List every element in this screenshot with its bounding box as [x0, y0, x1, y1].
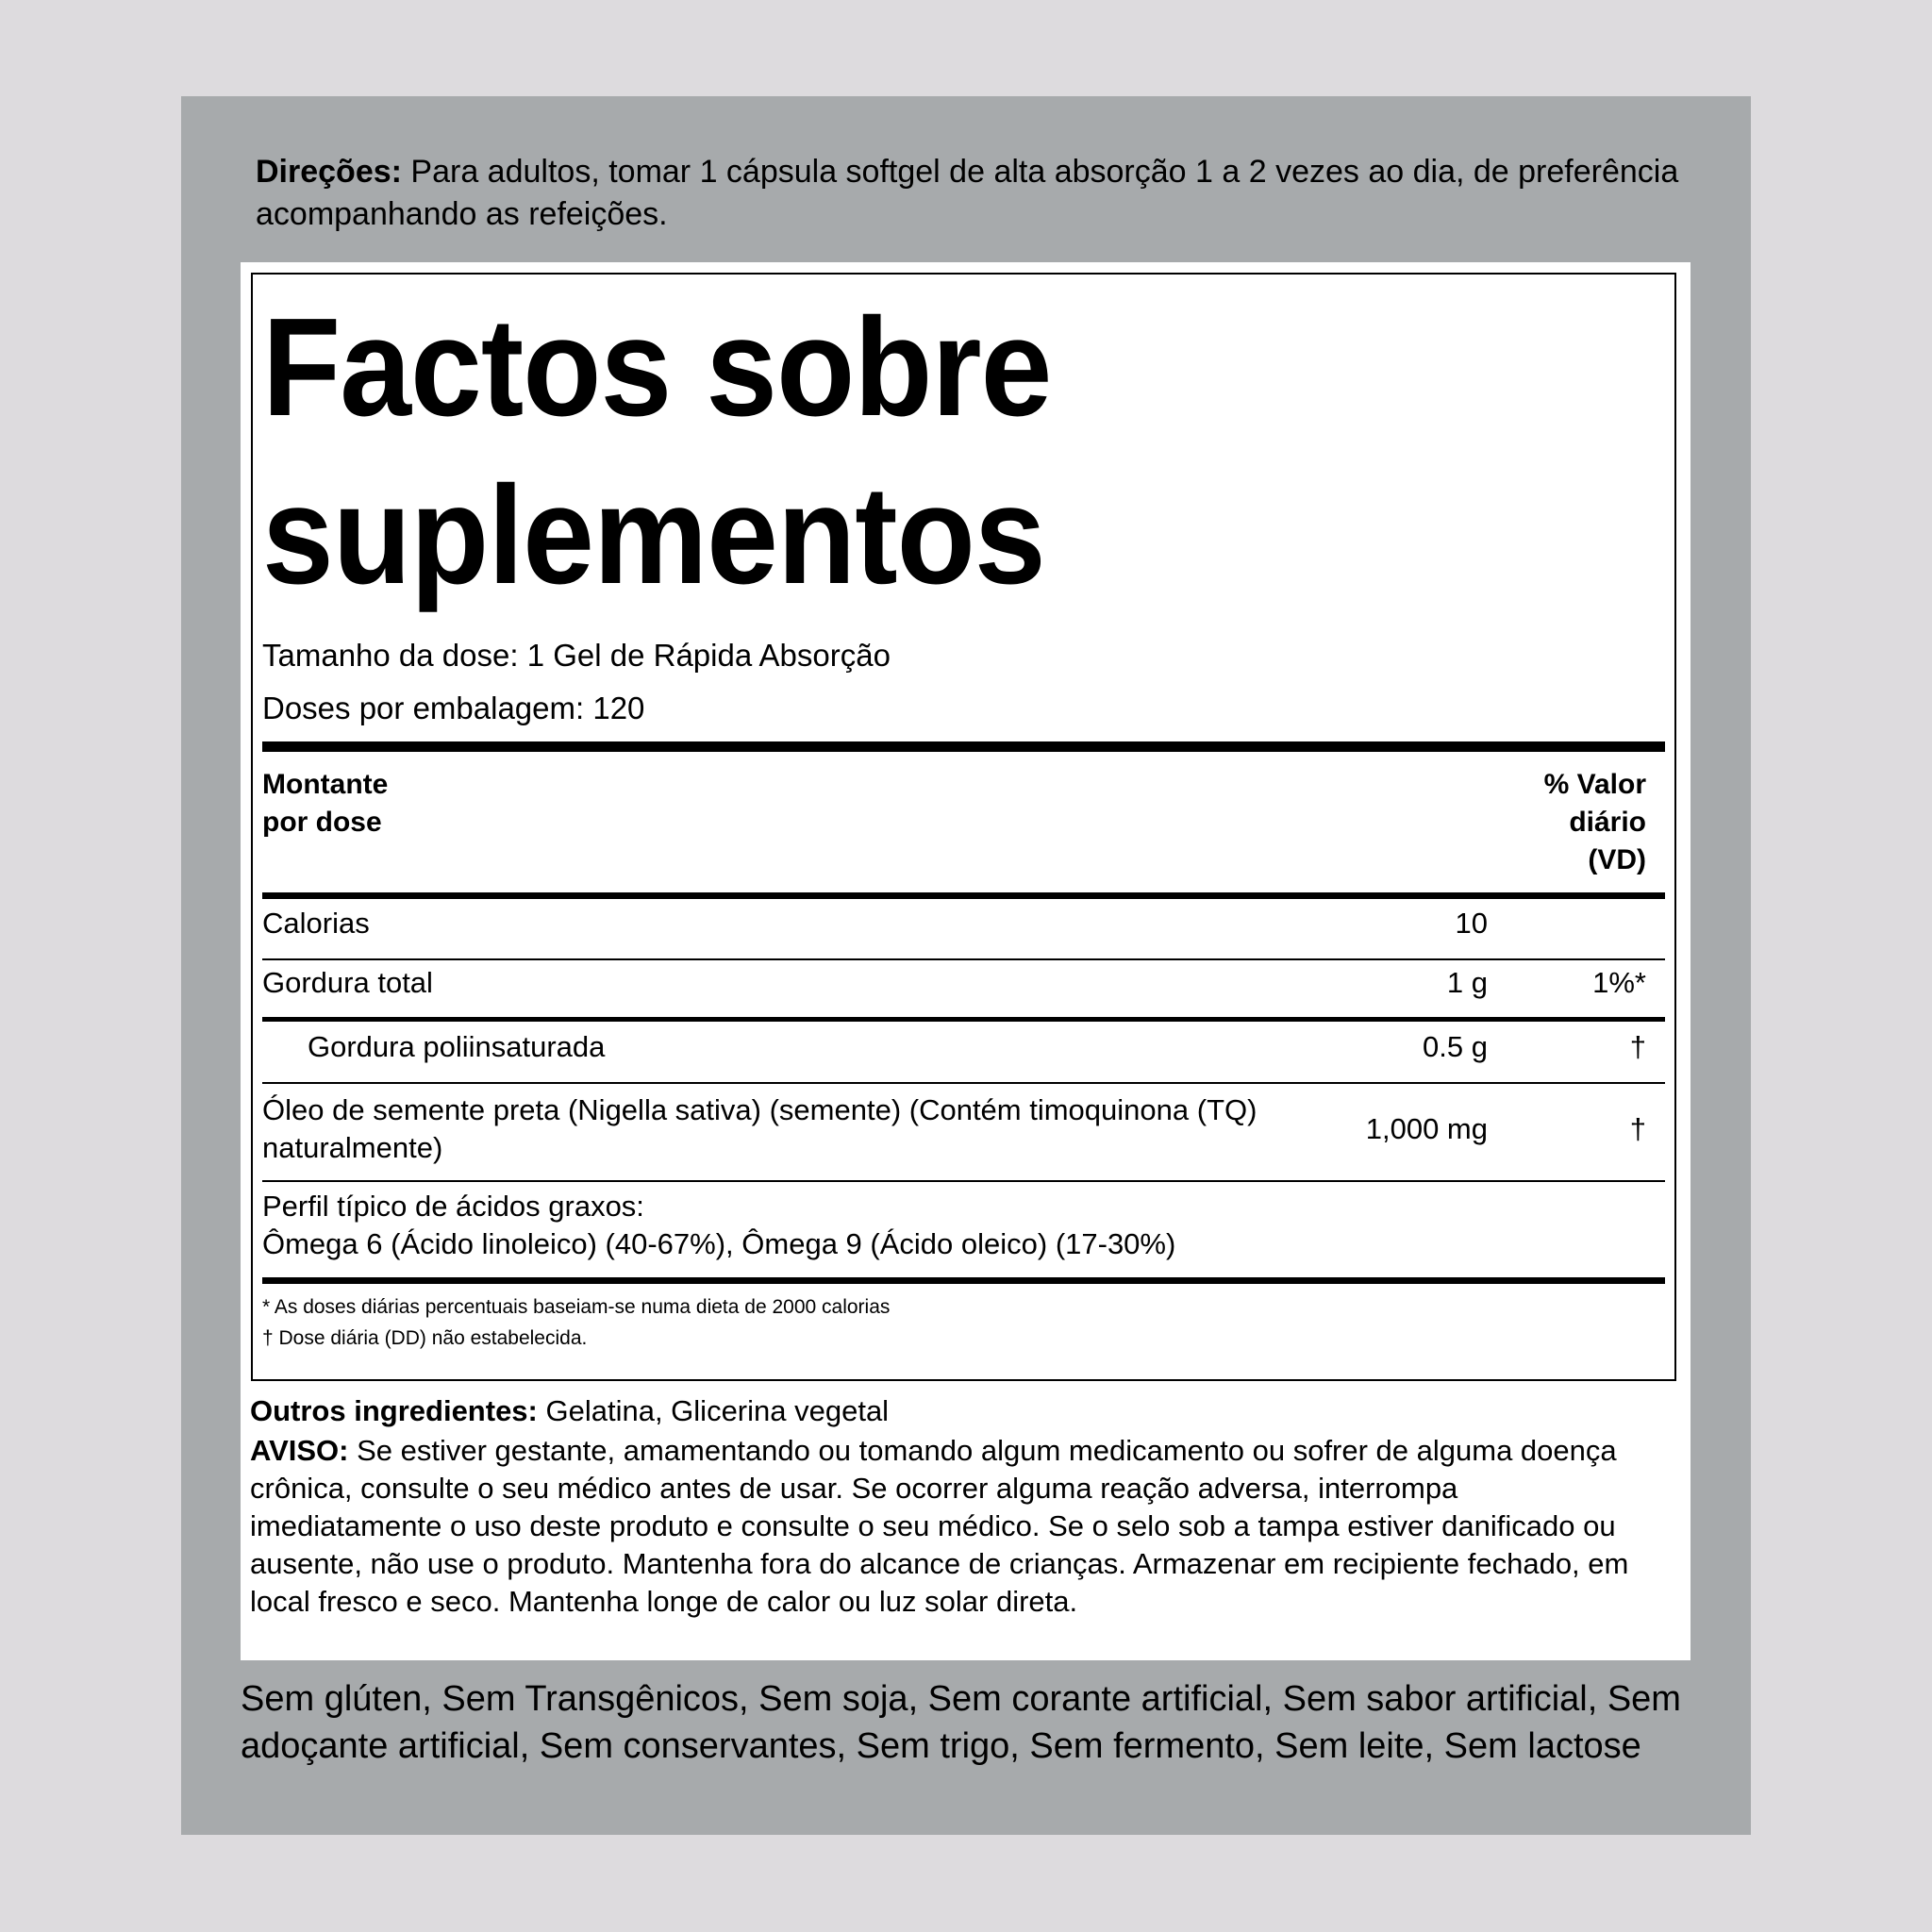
nutrient-row-black-seed-oil: [262, 1091, 1665, 1167]
nutrient-amount: 1,000 mg: [1365, 1112, 1488, 1145]
warning-text: [250, 1432, 1656, 1621]
other-ingredients: [250, 1392, 889, 1430]
facts-title: Factos sobre suplementos: [262, 290, 1052, 613]
nutrient-label: Calorias: [262, 907, 370, 940]
nutrient-dv: †: [1629, 1030, 1646, 1063]
footnote-daily-values: * As doses diárias percentuais baseiam-se numa dieta de 2000 calorias: [262, 1296, 891, 1318]
nutrient-dv: †: [1629, 1112, 1646, 1145]
directions-text: [256, 151, 1708, 236]
thin-divider: [262, 1082, 1665, 1084]
nutrient-amount: 0.5 g: [1423, 1030, 1488, 1063]
medium-divider: [262, 892, 1665, 899]
thin-divider: [262, 1180, 1665, 1182]
amount-per-serving-header: Montante por dose: [262, 769, 389, 838]
footnote-dagger: † Dose diária (DD) não estabelecida.: [262, 1327, 588, 1349]
thin-divider: [262, 958, 1665, 960]
directions-body: Para adultos, tomar 1 cápsula softgel de alta absorção 1 a 2 vezes ao dia, de preferência acompanhando as refeições.: [256, 154, 1679, 232]
free-from-claims: Sem glúten, Sem Transgênicos, Sem soja, Sem corante artificial, Sem sabor artificial, Sem adoçante artificial, Sem conservantes, Sem trigo, Sem fermento, Sem leite, Sem lactose: [241, 1679, 1681, 1766]
nutrient-dv: 1%*: [1592, 966, 1646, 999]
nutrient-label-line2: naturalmente): [262, 1131, 443, 1164]
fatty-acid-profile-values: Ômega 6 (Ácido linoleico) (40-67%), Ômega 9 (Ácido oleico) (17-30%): [262, 1227, 1176, 1260]
daily-value-header: % Valor diário (VD): [1543, 769, 1646, 875]
nutrient-amount: 10: [1455, 907, 1488, 940]
supplement-facts-box: [251, 273, 1676, 1381]
label-panel: [181, 96, 1751, 1835]
warning-label: AVISO:: [250, 1434, 349, 1467]
nutrient-label: Gordura total: [262, 966, 433, 999]
nutrient-amount: 1 g: [1446, 966, 1488, 999]
nutrient-label: Gordura poliinsaturada: [308, 1030, 606, 1063]
servings-per-container: Doses por embalagem: 120: [262, 691, 645, 725]
thick-divider: [262, 741, 1665, 752]
label-white-box: [241, 262, 1690, 1660]
other-ingredients-label: Outros ingredientes:: [250, 1394, 538, 1427]
other-ingredients-text: Gelatina, Glicerina vegetal: [537, 1394, 890, 1427]
directions-label: Direções:: [256, 154, 402, 190]
serving-size: Tamanho da dose: 1 Gel de Rápida Absorção: [262, 638, 891, 673]
medium-divider: [262, 1277, 1665, 1284]
nutrient-label-line1: Óleo de semente preta (Nigella sativa) (semente) (Contém timoquinona (TQ): [262, 1093, 1257, 1126]
medium-divider: [262, 1017, 1665, 1022]
warning-body: Se estiver gestante, amamentando ou tomando algum medicamento ou sofrer de alguma doença crônica, consulte o seu médico antes de usar. Se ocorrer alguma reação adversa, interrompa imediatamente o uso deste produto e consulte o seu médico. Se o selo sob a tampa estiver danificado ou ausente, não use o produto. Mantenha fora do alcance de crianças. Armazenar em recipiente fechado, em local fresco e seco. Mantenha longe de calor ou luz solar direta.: [250, 1434, 1629, 1618]
fatty-acid-profile-heading: Perfil típico de ácidos graxos:: [262, 1190, 644, 1223]
nutrient-row-polyunsaturated-fat: [262, 1028, 1665, 1066]
nutrient-row-calories: [262, 905, 1665, 942]
nutrient-row-total-fat: [262, 964, 1665, 1002]
